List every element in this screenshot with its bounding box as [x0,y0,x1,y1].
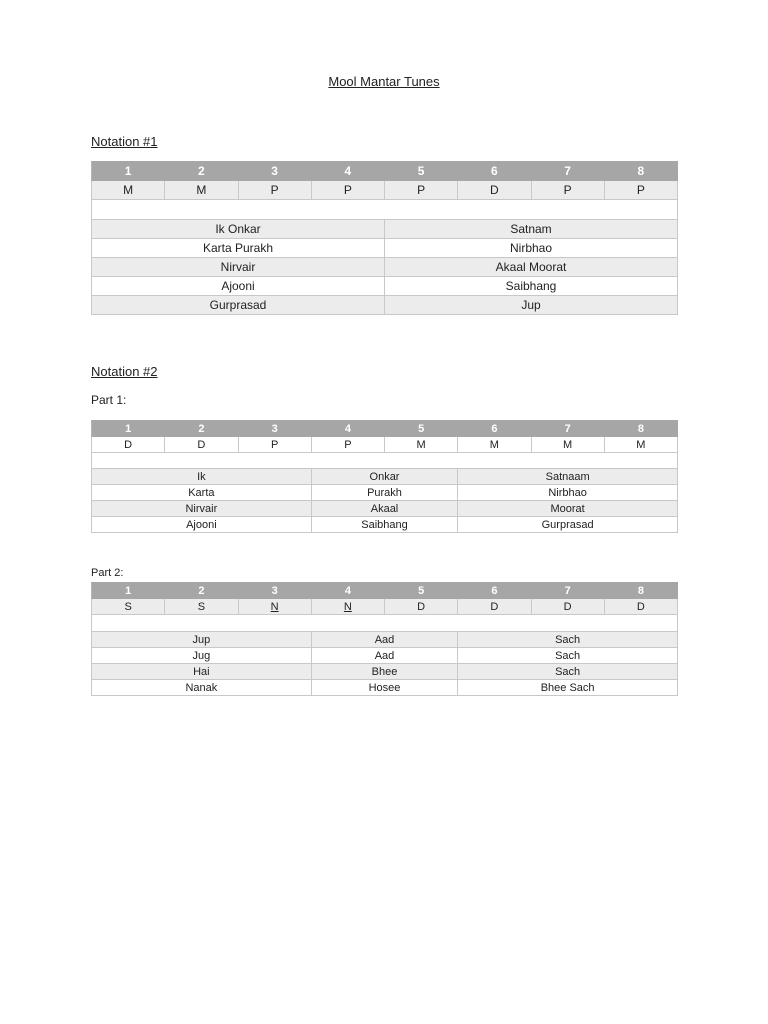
beat-number: 6 [458,162,531,181]
lyric-cell: Ajooni [92,277,385,296]
spacer-row [92,453,678,469]
lyric-cell: Sach [458,664,678,680]
note-cell: P [311,181,384,200]
lyric-cell: Aad [311,632,458,648]
lyric-cell: Nanak [92,680,312,696]
note-cell: P [531,181,604,200]
lyric-cell: Nirvair [92,258,385,277]
lyric-cell: Akaal Moorat [385,258,678,277]
lyric-row [92,501,678,517]
lyric-row [92,632,678,648]
note-cell: M [385,437,458,453]
beat-number: 5 [385,421,458,437]
note-cell: P [311,437,384,453]
lyric-cell: Satnaam [458,469,678,485]
lyric-row [92,648,678,664]
lyric-cell: Nirbhao [458,485,678,501]
note-cell: M [458,437,531,453]
lyric-cell: Ajooni [92,517,312,533]
beat-number: 8 [604,583,677,599]
note-cell: N [311,599,384,615]
beat-number: 5 [385,162,458,181]
lyric-cell: Hai [92,664,312,680]
note-cell: S [92,599,165,615]
lyric-row [92,239,678,258]
note-cell: D [165,437,238,453]
lyric-cell: Gurprasad [458,517,678,533]
lyric-cell: Karta [92,485,312,501]
beat-number: 6 [458,421,531,437]
note-cell: D [458,599,531,615]
lyric-cell: Moorat [458,501,678,517]
lyric-cell: Jup [92,632,312,648]
note-cell: S [165,599,238,615]
beat-number: 1 [92,421,165,437]
lyric-cell: Aad [311,648,458,664]
beat-number: 2 [165,583,238,599]
lyric-row [92,485,678,501]
spacer-row [92,200,678,220]
note-cell: N [238,599,311,615]
lyric-cell: Nirvair [92,501,312,517]
lyric-cell: Satnam [385,220,678,239]
beat-number: 7 [531,421,604,437]
note-cell: P [238,437,311,453]
note-row [92,181,678,200]
notation-1-heading: Notation #1 [91,134,158,149]
notation-2-part-2-table [91,582,678,696]
part-2-label: Part 2: [91,567,124,579]
lyric-cell: Jug [92,648,312,664]
beat-number: 4 [311,162,384,181]
beat-number: 6 [458,583,531,599]
beat-number: 1 [92,162,165,181]
lyric-row [92,258,678,277]
lyric-cell: Nirbhao [385,239,678,258]
spacer-cell [92,615,678,632]
beat-number: 2 [165,162,238,181]
note-cell: M [165,181,238,200]
note-cell: D [385,599,458,615]
note-cell: P [604,181,677,200]
note-cell: D [92,437,165,453]
beat-number: 3 [238,162,311,181]
lyric-cell: Onkar [311,469,458,485]
spacer-row [92,615,678,632]
lyric-row [92,296,678,315]
note-cell: M [92,181,165,200]
beat-number: 7 [531,583,604,599]
page-title: Mool Mantar Tunes [328,74,440,89]
lyric-cell: Jup [385,296,678,315]
lyric-row [92,680,678,696]
lyric-row [92,277,678,296]
note-cell: D [458,181,531,200]
lyric-row [92,517,678,533]
notation-2-part-1-table [91,420,678,533]
lyric-row [92,220,678,239]
lyric-cell: Ik Onkar [92,220,385,239]
beat-number-row [92,583,678,599]
beat-number: 2 [165,421,238,437]
note-row [92,599,678,615]
beat-number: 4 [311,583,384,599]
beat-number: 3 [238,421,311,437]
spacer-cell [92,453,678,469]
note-cell: D [604,599,677,615]
spacer-cell [92,200,678,220]
note-cell: P [238,181,311,200]
lyric-cell: Saibhang [385,277,678,296]
notation-1-table [91,161,678,315]
beat-number: 4 [311,421,384,437]
lyric-cell: Purakh [311,485,458,501]
lyric-cell: Bhee [311,664,458,680]
note-cell: D [531,599,604,615]
note-cell: P [385,181,458,200]
note-cell: M [604,437,677,453]
lyric-cell: Saibhang [311,517,458,533]
lyric-cell: Gurprasad [92,296,385,315]
lyric-cell: Sach [458,648,678,664]
lyric-cell: Ik [92,469,312,485]
beat-number: 8 [604,162,677,181]
part-1-label: Part 1: [91,393,127,407]
beat-number-row [92,162,678,181]
note-cell: M [531,437,604,453]
beat-number-row [92,421,678,437]
notation-2-heading: Notation #2 [91,364,158,379]
lyric-row [92,664,678,680]
beat-number: 1 [92,583,165,599]
lyric-row [92,469,678,485]
beat-number: 3 [238,583,311,599]
lyric-cell: Bhee Sach [458,680,678,696]
lyric-cell: Hosee [311,680,458,696]
beat-number: 8 [604,421,677,437]
beat-number: 5 [385,583,458,599]
note-row [92,437,678,453]
lyric-cell: Sach [458,632,678,648]
lyric-cell: Karta Purakh [92,239,385,258]
lyric-cell: Akaal [311,501,458,517]
beat-number: 7 [531,162,604,181]
